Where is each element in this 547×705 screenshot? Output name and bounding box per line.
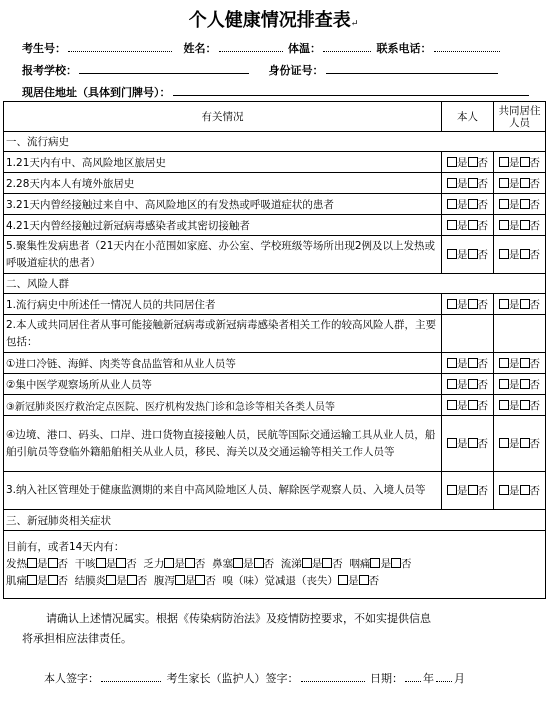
- cohab-choice[interactable]: 是 否: [494, 472, 546, 510]
- yes-checkbox[interactable]: [96, 558, 106, 568]
- yes-checkbox[interactable]: [499, 379, 509, 389]
- yes-checkbox[interactable]: [447, 485, 457, 495]
- row-text: 3.21天内曾经接触过来自中、高风险地区的有发热或呼吸道症状的患者: [4, 194, 442, 215]
- section-row: [4, 510, 546, 531]
- year-label: 年: [423, 672, 434, 685]
- section-row: [4, 132, 546, 152]
- no-checkbox[interactable]: [468, 157, 478, 167]
- yes-checkbox[interactable]: [106, 575, 116, 585]
- symptom-label: 腹泻: [153, 575, 175, 587]
- no-checkbox[interactable]: [127, 575, 137, 585]
- phone-field[interactable]: [434, 41, 500, 52]
- yes-checkbox[interactable]: [447, 379, 457, 389]
- row-text: 4.21天内曾经接触过新冠病毒感染者或其密切接触者: [4, 215, 442, 236]
- header-row-2: [22, 62, 500, 78]
- yes-checkbox[interactable]: [27, 575, 37, 585]
- no-checkbox[interactable]: [520, 157, 530, 167]
- no-checkbox[interactable]: [468, 220, 478, 230]
- health-table: [3, 101, 546, 599]
- guardian-sign-field[interactable]: [301, 671, 365, 682]
- self-choice[interactable]: 是 否: [442, 472, 494, 510]
- signature-row: [44, 670, 465, 686]
- no-checkbox[interactable]: [520, 299, 530, 309]
- yes-checkbox[interactable]: [338, 575, 348, 585]
- table-row: [4, 395, 546, 416]
- yes-checkbox[interactable]: [499, 438, 509, 448]
- no-checkbox[interactable]: [185, 558, 195, 568]
- cohab-choice[interactable]: 是 否: [494, 215, 546, 236]
- self-choice[interactable]: 是 否: [442, 416, 494, 472]
- symptom-label: 嗅（味）觉减退（丧失）: [222, 575, 339, 587]
- section-row: [4, 274, 546, 294]
- cohab-choice[interactable]: 是 否: [494, 353, 546, 374]
- address-label: 现居住地址（具体到门牌号）：: [22, 86, 171, 99]
- table-row: [4, 194, 546, 215]
- cohab-choice[interactable]: 是 否: [494, 236, 546, 274]
- no-checkbox[interactable]: [520, 485, 530, 495]
- address-field[interactable]: [173, 85, 529, 96]
- name-label: 姓名：: [183, 42, 217, 55]
- cohab-choice[interactable]: 是 否: [494, 194, 546, 215]
- row-text: ③新冠肺炎医疗救治定点医院、医疗机构发热门诊和急诊等相关各类人员等: [4, 395, 442, 416]
- no-checkbox[interactable]: [520, 220, 530, 230]
- no-checkbox[interactable]: [520, 358, 530, 368]
- self-sign-label: 本人签字：: [44, 672, 99, 685]
- yes-checkbox[interactable]: [233, 558, 243, 568]
- yes-checkbox[interactable]: [447, 249, 457, 259]
- no-checkbox[interactable]: [468, 199, 478, 209]
- cohab-choice[interactable]: 是 否: [494, 395, 546, 416]
- declaration-line-1: 请确认上述情况属实。根据《传染病防治法》及疫情防控要求，不如实提供信息: [46, 612, 431, 625]
- temperature-label: 体温：: [288, 42, 321, 55]
- row-text: 5.聚集性发病患者（21天内在小范围如家庭、办公室、学校班级等场所出现2例及以上发热或呼吸道症状的患者）: [4, 236, 442, 274]
- no-checkbox[interactable]: [391, 558, 401, 568]
- phone-label: 联系电话：: [376, 42, 432, 55]
- no-checkbox[interactable]: [468, 438, 478, 448]
- symptoms-row: [4, 531, 546, 599]
- yes-checkbox[interactable]: [447, 438, 457, 448]
- yes-checkbox[interactable]: [164, 558, 174, 568]
- yes-checkbox[interactable]: [499, 178, 509, 188]
- table-row: [4, 472, 546, 510]
- row-text: 1.流行病史中所述任一情况人员的共同居住者: [4, 294, 442, 315]
- self-choice[interactable]: 是 否: [442, 395, 494, 416]
- self-choice[interactable]: 是 否: [442, 374, 494, 395]
- yes-checkbox[interactable]: [302, 558, 312, 568]
- candidate-no-label: 考生号：: [22, 42, 66, 55]
- no-checkbox[interactable]: [359, 575, 369, 585]
- cohab-choice[interactable]: 是 否: [494, 173, 546, 194]
- table-row: [4, 374, 546, 395]
- cohab-choice[interactable]: 是 否: [494, 416, 546, 472]
- row-text: 2.本人或共同居住者从事可能接触新冠病毒或新冠病毒感染者相关工作的较高风险人群，主要包括：: [4, 315, 442, 353]
- table-row: [4, 353, 546, 374]
- row-text: 2.28天内本人有境外旅居史: [4, 173, 442, 194]
- no-checkbox[interactable]: [468, 485, 478, 495]
- declaration-line-2: 将承担相应法律责任。: [22, 632, 132, 645]
- section-2-title: 二、风险人群: [4, 274, 546, 294]
- symptom-label: 咽痛: [349, 558, 371, 570]
- self-choice[interactable]: 是 否: [442, 353, 494, 374]
- symptom-label: 肌痛: [6, 575, 27, 587]
- col-situation: 有关情况: [4, 102, 442, 132]
- cohab-choice[interactable]: 是 否: [494, 294, 546, 315]
- candidate-no-field[interactable]: [68, 41, 172, 52]
- row-text: 3.纳入社区管理处于健康监测期的来自中高风险地区人员、解除医学观察人员、入境人员等: [4, 472, 442, 510]
- no-checkbox[interactable]: [520, 178, 530, 188]
- yes-checkbox[interactable]: [499, 199, 509, 209]
- month-label: 月: [454, 672, 465, 685]
- yes-checkbox[interactable]: [499, 220, 509, 230]
- yes-checkbox[interactable]: [499, 485, 509, 495]
- symptoms-line-1: 发热 是 否 干咳 是 否 乏力 是 否 鼻塞 是 否 流涕 是 否 咽痛 是 否: [6, 558, 412, 570]
- temperature-field[interactable]: [323, 41, 371, 52]
- guardian-sign-label: 考生家长（监护人）签字：: [166, 672, 299, 685]
- symptoms-cell: [4, 531, 546, 599]
- no-checkbox[interactable]: [468, 178, 478, 188]
- table-row: [4, 173, 546, 194]
- yes-checkbox[interactable]: [499, 400, 509, 410]
- header-row-3: [22, 84, 531, 100]
- cohab-choice-empty: [494, 315, 546, 353]
- symptom-label: 乏力: [143, 558, 165, 570]
- page-title: 个人健康情况排查表↵: [188, 10, 359, 31]
- self-choice[interactable]: 是 否: [442, 294, 494, 315]
- table-row: [4, 315, 546, 353]
- table-row: [4, 294, 546, 315]
- id-no-field[interactable]: [326, 63, 498, 74]
- yes-checkbox[interactable]: [447, 157, 457, 167]
- no-checkbox[interactable]: [48, 558, 58, 568]
- no-checkbox[interactable]: [195, 575, 205, 585]
- self-choice[interactable]: 是 否: [442, 236, 494, 274]
- table-row: [4, 152, 546, 173]
- row-text: ②集中医学观察场所从业人员等: [4, 374, 442, 395]
- symptom-label: 结膜炎: [74, 575, 107, 587]
- section-1-title: 一、流行病史: [4, 132, 546, 152]
- row-text: ①进口冷链、海鲜、肉类等食品监管和从业人员等: [4, 353, 442, 374]
- no-checkbox[interactable]: [468, 299, 478, 309]
- symptoms-intro: 目前有，或者14天内有：: [6, 541, 125, 553]
- table-row: [4, 236, 546, 274]
- yes-checkbox[interactable]: [447, 220, 457, 230]
- row-text: ④边境、港口、码头、口岸、进口货物直接接触人员，民航等国际交通运输工具从业人员，船舶引航员等登临外籍船舶相关从业人员，移民、海关以及交通运输等相关工作人员等: [4, 416, 442, 472]
- self-sign-field[interactable]: [101, 671, 161, 682]
- self-choice[interactable]: 是 否: [442, 173, 494, 194]
- symptoms-line-2: 肌痛 是 否 结膜炎 是 否 腹泻 是 否 嗅（味）觉减退（丧失） 是 否: [6, 575, 380, 587]
- no-checkbox[interactable]: [520, 438, 530, 448]
- section-3-title: 三、新冠肺炎相关症状: [4, 510, 546, 531]
- yes-checkbox[interactable]: [499, 299, 509, 309]
- no-checkbox[interactable]: [468, 249, 478, 259]
- no-checkbox[interactable]: [468, 379, 478, 389]
- symptom-label: 流涕: [280, 558, 302, 570]
- school-field[interactable]: [79, 63, 249, 74]
- self-choice-empty: [442, 315, 494, 353]
- no-checkbox[interactable]: [468, 358, 478, 368]
- no-checkbox[interactable]: [254, 558, 264, 568]
- self-choice[interactable]: 是 否: [442, 152, 494, 173]
- cohab-choice[interactable]: 是 否: [494, 374, 546, 395]
- yes-checkbox[interactable]: [499, 358, 509, 368]
- self-choice[interactable]: 是 否: [442, 194, 494, 215]
- no-checkbox[interactable]: [520, 400, 530, 410]
- yes-checkbox[interactable]: [370, 558, 380, 568]
- symptom-label: 干咳: [74, 558, 96, 570]
- header-row-1: [22, 40, 502, 56]
- yes-checkbox[interactable]: [27, 558, 37, 568]
- no-checkbox[interactable]: [322, 558, 332, 568]
- symptom-label: 发热: [6, 558, 27, 570]
- self-choice[interactable]: 是 否: [442, 215, 494, 236]
- no-checkbox[interactable]: [520, 249, 530, 259]
- col-cohabitant: 共同居住人员: [494, 102, 546, 132]
- id-no-label: 身份证号：: [268, 64, 324, 77]
- no-checkbox[interactable]: [116, 558, 126, 568]
- yes-checkbox[interactable]: [499, 249, 509, 259]
- yes-checkbox[interactable]: [447, 178, 457, 188]
- no-checkbox[interactable]: [48, 575, 58, 585]
- yes-checkbox[interactable]: [447, 199, 457, 209]
- date-label: 日期：: [370, 672, 403, 685]
- table-row: [4, 416, 546, 472]
- yes-checkbox[interactable]: [175, 575, 185, 585]
- yes-checkbox[interactable]: [447, 358, 457, 368]
- col-self: 本人: [442, 102, 494, 132]
- month-field[interactable]: [436, 671, 452, 682]
- year-field[interactable]: [405, 671, 421, 682]
- no-checkbox[interactable]: [468, 400, 478, 410]
- school-label: 报考学校：: [22, 64, 77, 77]
- no-checkbox[interactable]: [520, 379, 530, 389]
- row-text: 1.21天内有中、高风险地区旅居史: [4, 152, 442, 173]
- table-header-row: [4, 102, 546, 132]
- name-field[interactable]: [219, 41, 283, 52]
- cohab-choice[interactable]: 是 否: [494, 152, 546, 173]
- yes-checkbox[interactable]: [499, 157, 509, 167]
- symptom-label: 鼻塞: [212, 558, 234, 570]
- table-row: [4, 215, 546, 236]
- yes-checkbox[interactable]: [447, 299, 457, 309]
- yes-checkbox[interactable]: [447, 400, 457, 410]
- no-checkbox[interactable]: [520, 199, 530, 209]
